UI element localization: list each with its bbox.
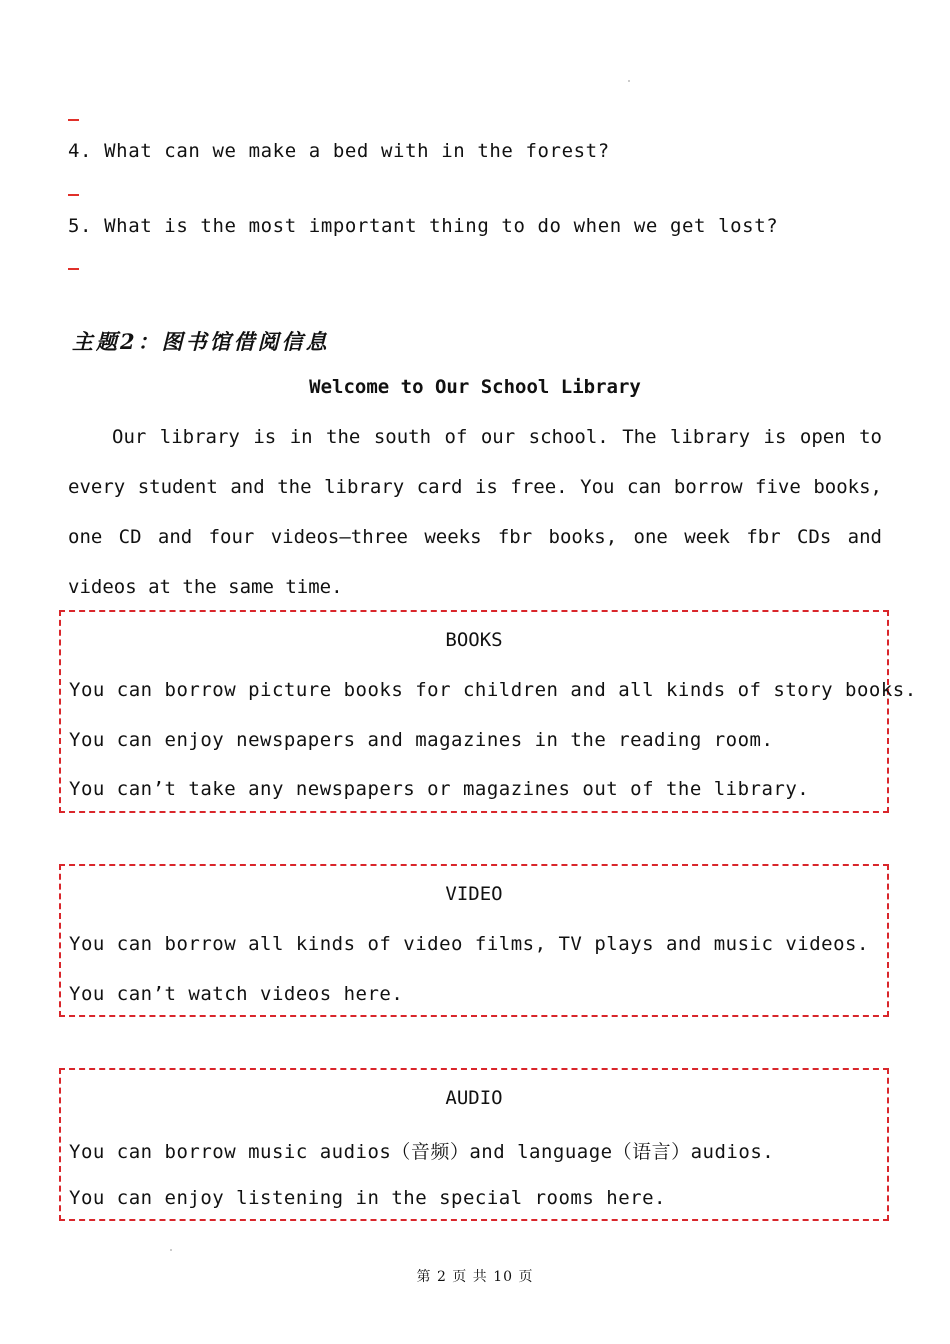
books-box [59,610,917,813]
books-box-title: BOOKS [445,629,503,651]
audio-box-line: You can borrow music audios（音频）and language（语言）audios. [69,1141,775,1163]
books-box-line: You can enjoy newspapers and magazines in the reading room. [69,729,774,751]
answer-blank [68,119,79,121]
scan-dot [628,80,630,82]
topic-heading: 主题2：图书馆借阅信息 [72,329,330,354]
scan-dot [170,1249,172,1251]
video-box-title: VIDEO [445,883,503,905]
video-box-line: You can’t watch videos here. [69,983,404,1005]
page-footer: 第 2 页 共 10 页 [416,1269,534,1285]
paragraph-line: videos at the same time. [68,576,343,598]
article-title: Welcome to Our School Library [309,376,641,398]
question-4: 4. What can we make a bed with in the forest? [68,140,610,162]
question-5: 5. What is the most important thing to do when we get lost? [68,215,779,237]
audio-box-title: AUDIO [445,1087,503,1109]
paragraph-line: one CD and four videos—three weeks fbr books, one week fbr CDs and [68,526,882,548]
answer-blank-4 [68,194,79,196]
answer-blank-5 [68,268,79,270]
paragraph-line: every student and the library card is free. You can borrow five books, [68,476,882,498]
audio-box [59,1068,889,1221]
video-box [59,864,889,1017]
audio-box-line: You can enjoy listening in the special rooms here. [69,1187,666,1209]
video-box-line: You can borrow all kinds of video films, TV plays and music videos. [69,933,869,955]
books-box-line: You can borrow picture books for children and all kinds of story books. [69,679,917,701]
books-box-line: You can’t take any newspapers or magazines out of the library. [69,778,810,800]
paragraph-line: Our library is in the south of our school. The library is open to [112,426,882,448]
